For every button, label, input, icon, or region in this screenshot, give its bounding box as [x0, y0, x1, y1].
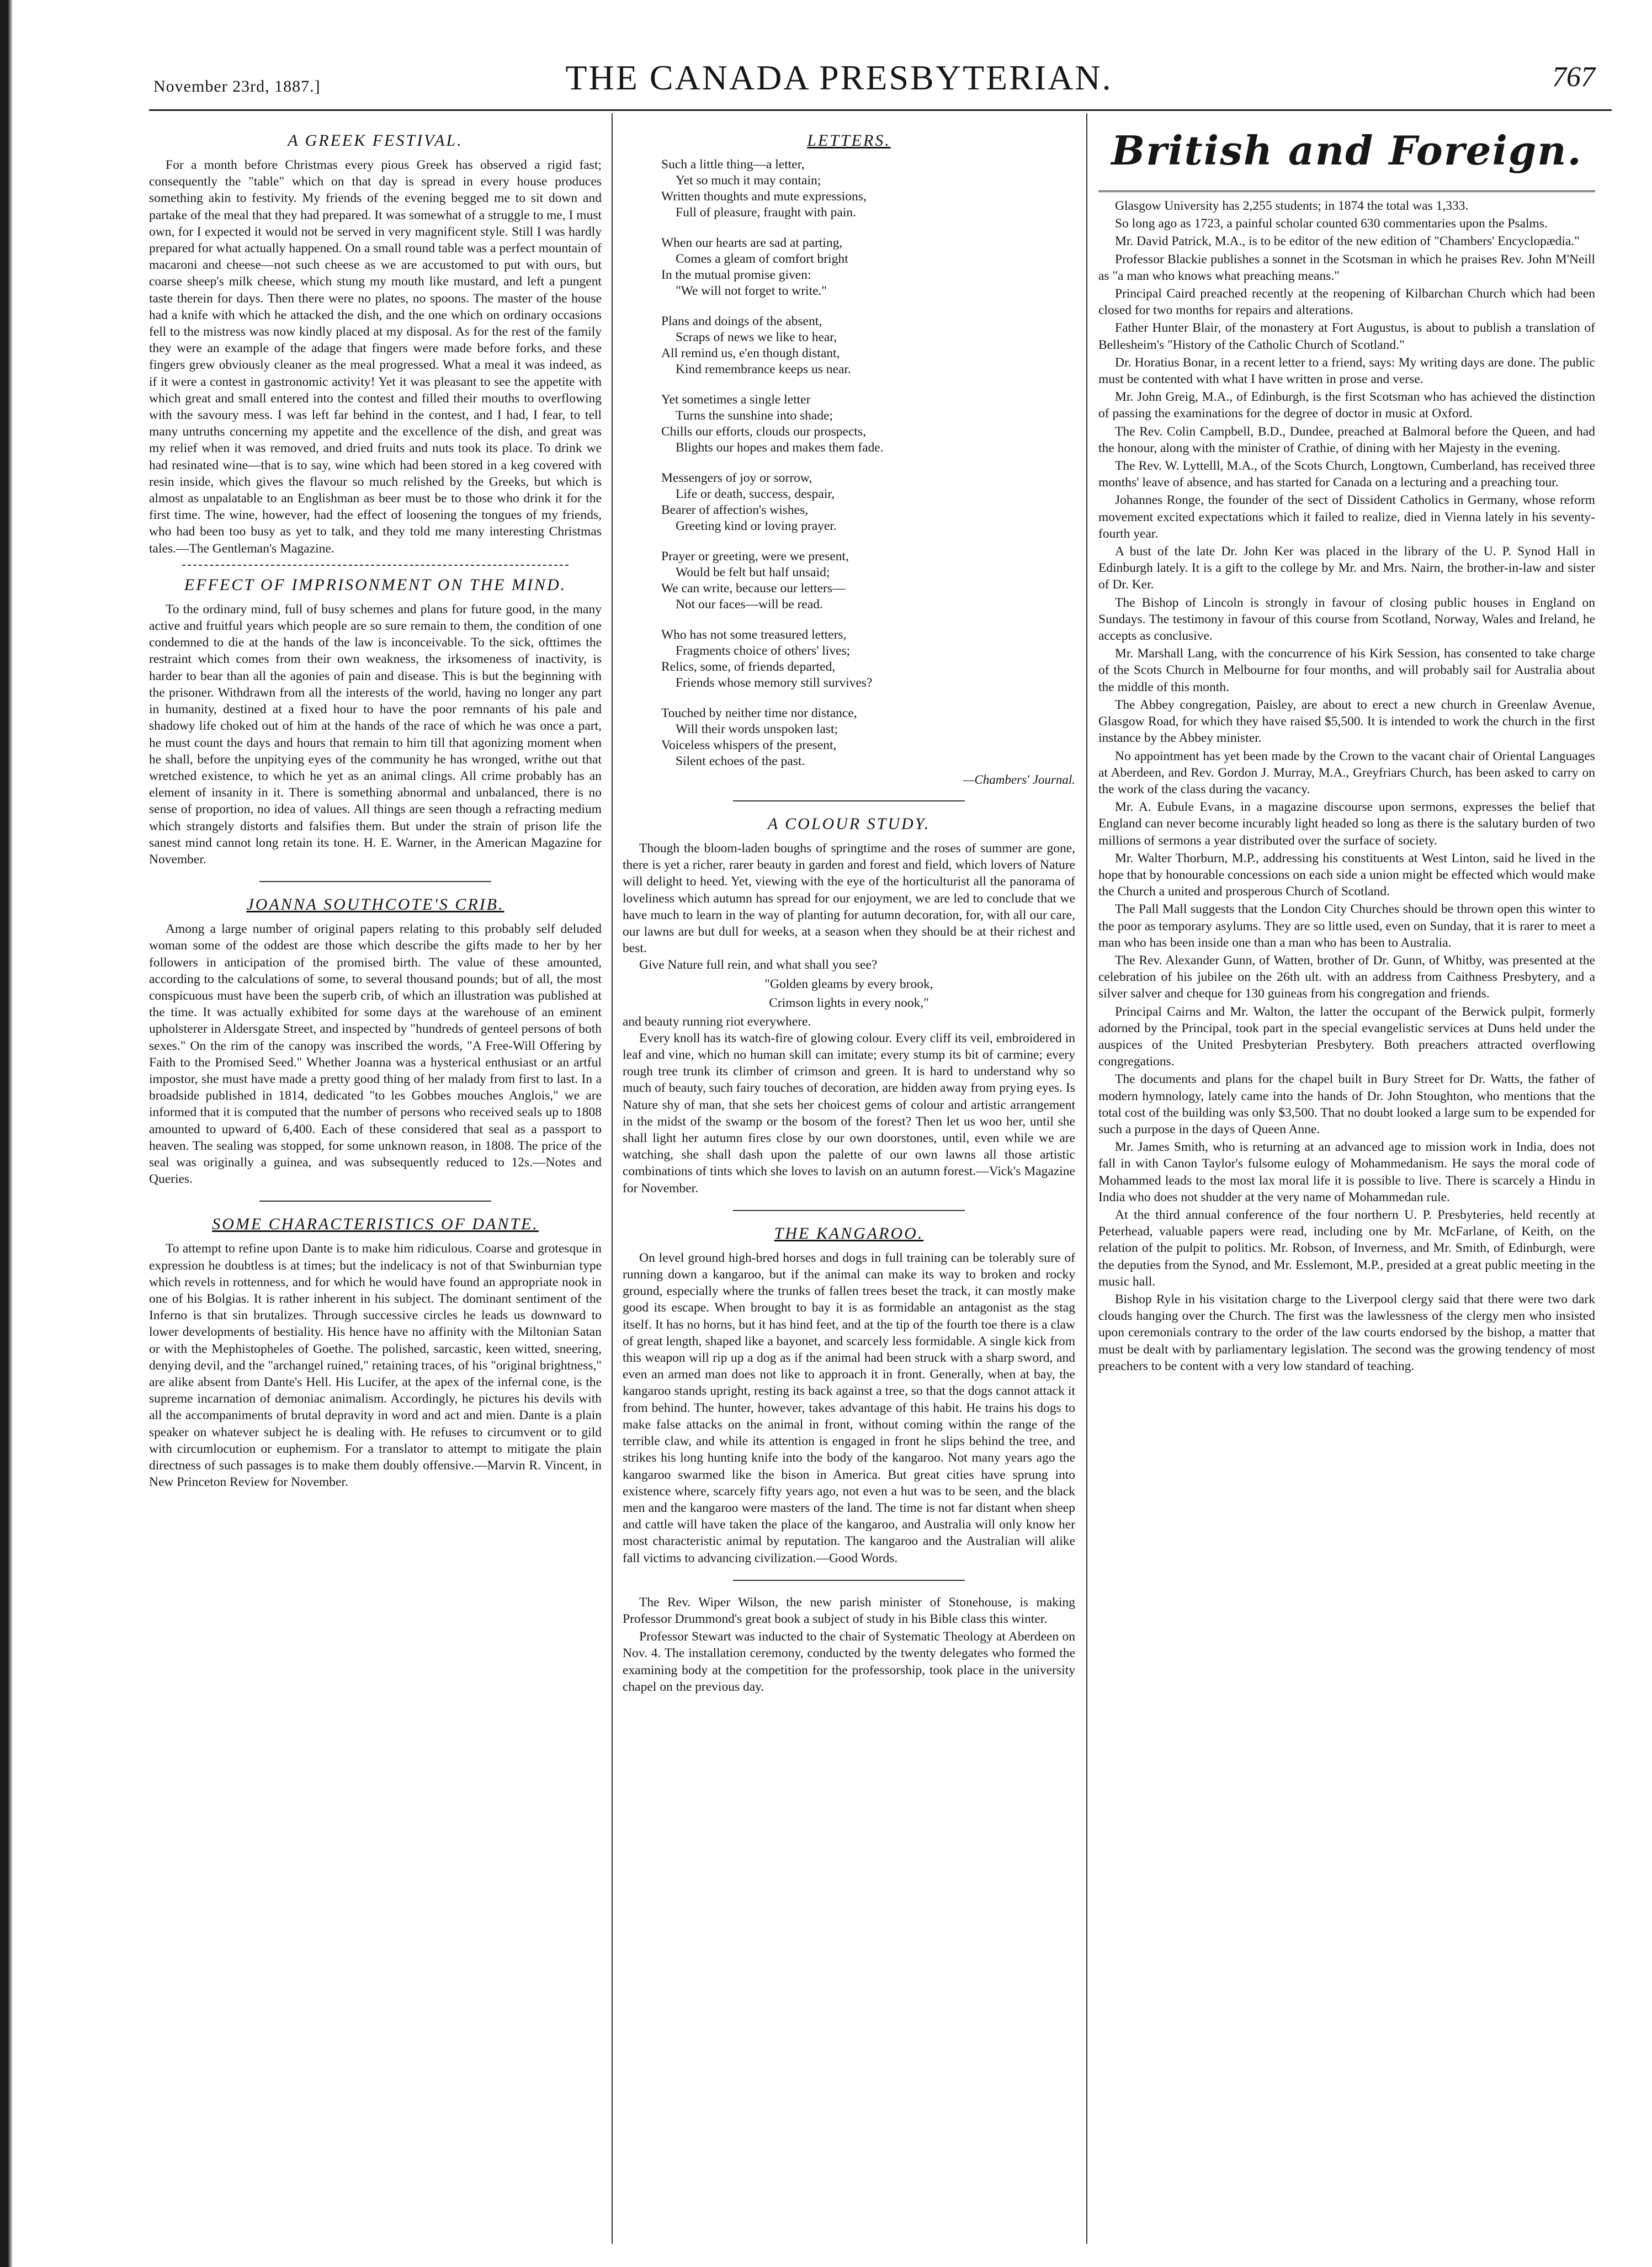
- news-items: [1098, 198, 1595, 1374]
- news-item: Mr. A. Eubule Evans, in a magazine discourse upon sermons, expresses the belief that England can never become incurably light headed so long as there is the salutary burden of two millions of sermons a year distributed over the surface of society.: [1098, 800, 1595, 848]
- article-source: —Chambers' Journal.: [963, 773, 1075, 787]
- article-title: SOME CHARACTERISTICS OF DANTE.: [212, 1215, 539, 1234]
- news-item: Professor Blackie publishes a sonnet in the Scotsman in which he praises Rev. John M'Neill as "a man who knows what preaching means.": [1098, 252, 1595, 283]
- poem-line: Written thoughts and mute expressions,: [661, 189, 867, 204]
- article-body: For a month before Christmas every pious Greek has observed a rigid fast; consequently the "table" which on that day is spread in every house produces something akin to festivity. My friends of the evening begged me to sit down and partake of the meal that they had prepared. It was somewhat of a struggle to me, I must own, for I expected it would not be served in very magnificent style. Still I was hardly prepared for what actually happened. On a small round table was a perfect mountain of macaroni and cheese—not such cheese as we are accustomed to put with ours, but coarse sheep's milk cheese, which stung my mouth like mustard, and left a pungent taste therein for days. Then there were no plates, no spoons. The master of the house had a knife with which he attacked the dish, and the one which on ordinary occasions fell to the mistress was now kindly placed at my disposal. As for the rest of the family they were an example of the adage that fingers were made before forks, and these fingers grew obviously cleaner as the meal progressed. What a meal it was indeed, as if it were a contest in gastronomic activity! Yet it was pleasant to see the appetite with which great and small entered into the contest and filled their mouths to overflowing with the savoury mess. I was left far behind in the contest, and I had, I fear, to tell many untruths concerning my appetite and the excellence of the dish, and great was my relief when it was removed, and dried fruits and nuts took its place. To drink we had resinated wine—that is to say, wine which had been stored in a keg covered with resin inside, which gives the flavour so much relished by the Greeks, but which is almost as unpalatable to an Englishman as beer must be to those who drink it for the first time. The wine, however, had the effect of loosening the tongues of my friends, who had been too busy as yet to talk, and they told me many interesting Christmas tales.—The Gentleman's Magazine.: [149, 158, 602, 556]
- stanza: [661, 157, 1075, 221]
- poem-line: When our hearts are sad at parting,: [661, 236, 843, 250]
- poem-line: Silent echoes of the past.: [676, 754, 805, 768]
- news-item: The Abbey congregation, Paisley, are about to erect a new church in Greenlaw Avenue, Glasgow Road, for which they have raised $5,500. It is intended to work the church in the first instance by the Abbey minister.: [1098, 697, 1595, 746]
- news-item: Principal Caird preached recently at the reopening of Kilbarchan Church which had been closed for two months for repairs and alterations.: [1098, 286, 1595, 318]
- news-item: The documents and plans for the chapel built in Bury Street for Dr. Watts, the father of modern hymnology, lately came into the hands of Dr. John Stoughton, who mentions that the total cost of the building was only $3,500. That no doubt looked a large sum to be expended for such a purpose in the days of Queen Anne.: [1098, 1072, 1595, 1137]
- poem-line: Messengers of joy or sorrow,: [661, 471, 812, 485]
- issue-date: November 23rd, 1887.]: [153, 77, 321, 95]
- masthead-rule: [149, 109, 1612, 111]
- article-title: LETTERS.: [807, 131, 891, 150]
- section-heading: British and Foreign.: [1111, 127, 1582, 174]
- poem-line: We can write, because our letters—: [661, 581, 846, 596]
- section-divider: [259, 881, 491, 882]
- news-item: Glasgow University has 2,255 students; in 1874 the total was 1,333.: [1115, 199, 1469, 213]
- article-title: EFFECT OF IMPRISONMENT ON THE MIND.: [184, 575, 567, 594]
- article-body: To attempt to refine upon Dante is to make him ridiculous. Coarse and grotesque in expression he doubtless is at times; but the indelicacy is not of that Swinburnian type which revels in rottenness, and for which he would have found an appropriate nook in one of his Bolgias. It is rather inherent in his subject. The dominant sentiment of the Inferno is that sin brutalizes. Through successive circles he leads us downward to lower developments of bestiality. His hence have no affinity with the Miltonian Satan or with the Mephistopheles of Goethe. The polished, sarcastic, keen witted, sneering, denying devil, and the "archangel ruined," retaining traces, of his "original brightness," are alike absent from Dante's Hell. His Lucifer, at the apex of the infernal cone, is the supreme incarnation of demoniac animalism. Accordingly, he pictures his devils with all the accompaniments of brutal depravity in word and act and mien. Dante is a plain speaker on whatever subject he is dealing with. He refuses to circumvent or to gild with circumlocution or euphemism. For a translator to attempt to mitigate the plain directness of such passages is to make them doubly offensive.—Marvin R. Vincent, in New Princeton Review for November.: [149, 1241, 602, 1490]
- news-item: The Pall Mall suggests that the London City Churches should be thrown open this winter to the poor as temporary asylums. They are so little used, even on Sunday, that it is rarer to meet a man who has been inside one than a man who has been to Australia.: [1098, 902, 1595, 950]
- poem-line: Yet so much it may contain;: [676, 173, 821, 188]
- news-item: The Rev. Alexander Gunn, of Watten, brother of Dr. Gunn, of Whitby, was presented at the celebration of his jubilee on the 26th ult. with an address from Caithness Presbytery, and a silver salver and cheque for 130 guineas from his congregation and friends.: [1098, 953, 1595, 1001]
- poem-line: Fragments choice of others' lives;: [676, 644, 851, 658]
- news-item: Professor Stewart was inducted to the chair of Systematic Theology at Aberdeen on Nov. 4. The installation ceremony, conducted by the twenty delegates who formed the examining body at the competition for the professorship, took place in the university chapel on the previous day.: [623, 1629, 1075, 1694]
- poem-line: Chills our efforts, clouds our prospects,: [661, 424, 866, 439]
- poem-line: Plans and doings of the absent,: [661, 314, 822, 328]
- newspaper-title: THE CANADA PRESBYTERIAN.: [565, 58, 1113, 97]
- stanza: [661, 705, 1075, 769]
- article-body: Though the bloom-laden boughs of springtime and the roses of summer are gone, there is yet a richer, rarer beauty in garden and forest and field, which lovers of Nature will delight to heed. Yet, viewing with the eye of the horticulturist all the panorama of loveliness which autumn has spread for our enjoyment, we are led to conclude that we have much to learn in the way of planting for autumn decoration, for, with all our care, our lawns are but dull for weeks, at a season when they should be at their richest and best.: [623, 841, 1075, 956]
- quoted-verse: "Golden gleams by every brook,: [764, 976, 933, 991]
- poem-line: Prayer or greeting, were we present,: [661, 549, 849, 564]
- news-item: So long ago as 1723, a painful scholar counted 630 commentaries upon the Psalms.: [1115, 216, 1548, 231]
- news-item: A bust of the late Dr. John Ker was placed in the library of the U. P. Synod Hall in Edinburgh lately. It is a gift to the college by Mr. and Mrs. Nairn, the brother-in-law and sister of Dr. Ker.: [1098, 544, 1595, 592]
- article-body: Among a large number of original papers relating to this probably self deluded woman some of the oddest are those which describe the gifts made to her by her followers in anticipation of the promised birth. The value of these amounted, according to the calculations of some, to several thousand pounds; but of all, the most conspicuous must have been the superb crib, of which an illustration was published at the time. It was actually exhibited for some days at the warehouse of an eminent upholsterer in Aldersgate Street, and inspected by "hundreds of genteel persons of both sexes." On the rim of the canopy was inscribed the words, "A Free-Will Offering by Faith to the Promised Seed." Whether Joanna was a hysterical enthusiast or an artful impostor, she must have made a pretty good thing of her malady from first to last. In a broadside published in 1814, dedicated "to les Gobbes mouches Anglois," we are informed that it is computed that the number of persons who received seals up to 1808 amounted to upward of 6,400. Each of these considered that seal as a passport to heaven. The sealing was stopped, for some unknown reason, in 1808. The price of the seal was originally a guinea, and was subsequently reduced to 12s.—Notes and Queries.: [149, 922, 602, 1187]
- news-item: Mr. John Greig, M.A., of Edinburgh, is the first Scotsman who has achieved the distinction of passing the examinations for the degree of doctor in music at Oxford.: [1098, 390, 1595, 421]
- column-divider: [1086, 113, 1087, 2244]
- news-item: Mr. David Patrick, M.A., is to be editor of the new edition of "Chambers' Encyclopædia.": [1115, 234, 1580, 249]
- poem-line: Turns the sunshine into shade;: [676, 408, 833, 423]
- news-item: The Rev. Colin Campbell, B.D., Dundee, preached at Balmoral before the Queen, and had the honour, along with the minister of Crathie, of dining with her Majesty in the evening.: [1098, 424, 1595, 455]
- poem-line: All remind us, e'en though distant,: [661, 346, 840, 360]
- article-body: and beauty running riot everywhere.: [623, 1014, 811, 1029]
- news-item: Mr. Walter Thorburn, M.P., addressing his constituents at West Linton, said he lived in the hope that by honourable concessions on each side a union might be effected which would make the Church a united and prosperous Church of Scotland.: [1098, 851, 1595, 899]
- news-item: Father Hunter Blair, of the monastery at Fort Augustus, is about to publish a translation of Bellesheim's "History of the Catholic Church of Scotland.": [1098, 321, 1595, 352]
- poem-line: Blights our hopes and makes them fade.: [676, 440, 884, 455]
- scan-edge: [0, 0, 12, 2267]
- section-divider: [182, 565, 569, 566]
- news-item: The Rev. Wiper Wilson, the new parish minister of Stonehouse, is making Professor Drummond's great book a subject of study in his Bible class this winter.: [623, 1595, 1075, 1626]
- poem-letters: [661, 157, 1075, 769]
- poem-line: Who has not some treasured letters,: [661, 628, 847, 642]
- column-1: [149, 121, 602, 2241]
- news-item: The Rev. W. Lyttelll, M.A., of the Scots Church, Longtown, Cumberland, has received three months' leave of absence, and has started for Canada on a lecturing and a preaching tour.: [1098, 459, 1595, 490]
- poem-line: Touched by neither time nor distance,: [661, 706, 857, 720]
- poem-line: Comes a gleam of comfort bright: [676, 252, 848, 266]
- poem-line: Yet sometimes a single letter: [661, 392, 811, 407]
- column-3: [1098, 121, 1595, 2241]
- news-item: The Bishop of Lincoln is strongly in favour of closing public houses in England on Sundays. The testimony in favour of this course from Scotland, Norway, Wales and Ireland, he accepts as conclusive.: [1098, 595, 1595, 644]
- article-title: A COLOUR STUDY.: [767, 815, 931, 833]
- poem-line: Voiceless whispers of the present,: [661, 738, 837, 752]
- poem-line: In the mutual promise given:: [661, 268, 811, 282]
- page-number: 767: [1552, 61, 1595, 93]
- news-item: No appointment has yet been made by the Crown to the vacant chair of Oriental Languages at Aberdeen, and Rev. Gordon J. Murray, M.A., Greyfriars Church, has been asked to carry on the work of the class during the vacancy.: [1098, 748, 1595, 797]
- poem-line: Friends whose memory still survives?: [676, 676, 873, 690]
- section-divider: [1098, 190, 1595, 192]
- poem-line: Scraps of news we like to hear,: [676, 330, 837, 344]
- stanza: [661, 314, 1075, 378]
- news-item: Mr. James Smith, who is returning at an advanced age to mission work in India, does not fall in with Canon Taylor's fulsome eulogy of Mohammedanism. He says the moral code of Mohammed leads to the most lax moral life it is possible to live. There is scarcely a Hindu in India who does not shudder at the very name of Mohammedan rule.: [1098, 1140, 1595, 1204]
- article-body: Give Nature full rein, and what shall you see?: [639, 958, 878, 973]
- section-divider: [733, 800, 965, 801]
- poem-line: Not our faces—will be read.: [676, 597, 823, 612]
- poem-line: Kind remembrance keeps us near.: [676, 362, 851, 376]
- poem-line: Relics, some, of friends departed,: [661, 660, 836, 674]
- stanza: [661, 470, 1075, 534]
- stanza: [661, 549, 1075, 613]
- poem-line: Such a little thing—a letter,: [661, 157, 805, 172]
- article-title: JOANNA SOUTHCOTE'S CRIB.: [246, 895, 504, 914]
- quoted-verse: Crimson lights in every nook,": [769, 995, 929, 1010]
- article-body: Every knoll has its watch-fire of glowing colour. Every cliff its veil, embroidered in leaf and vine, which no human skill can imitate; every stump its bit of carmine; every rough tree trunk its climber of crimson and green. It is hard to understand why so much of beauty, such fairy touches of decoration, are hidden away from prying eyes. Is Nature shy of man, that she sets her choicest gems of colour and artistic arrangement in the midst of the swamp or the bosom of the forest? Then let us woo her, until she shall light her autumn fires close by our own doorstones, until, even while we are watching, she shall dash upon the palette of our own lawns all those artistic combinations of tints which she loves to lavish on an autumn forest.—Vick's Magazine for November.: [623, 1031, 1075, 1196]
- section-divider: [733, 1210, 965, 1211]
- article-title: A GREEK FESTIVAL.: [288, 131, 463, 150]
- poem-line: Bearer of affection's wishes,: [661, 503, 809, 517]
- column-divider: [612, 113, 613, 2244]
- article-body: On level ground high-bred horses and dogs in full training can be tolerably sure of running down a kangaroo, but if the animal can make its way to broken and rocky ground, especially where the trunks of fallen trees beset the track, it can mostly make good its escape. When brought to bay it is as formidable an antagonist as the stag itself. It has no horns, but it has hind feet, and at the tip of the fourth toe there is a claw of great length, shaped like a bayonet, and scarcely less formidable. A single kick from this weapon will rip up a dog as if the animal had been struck with a sharp sword, and even an armed man does not like to approach it in front. Generally, when at bay, the kangaroo stands upright, resting its back against a tree, so that the dogs cannot attack it from behind. The hunter, however, takes advantage of this habit. He trains his dogs to make false attacks on the animal in front, without coming within the range of the terrible claw, and while its attention is engaged in front he slips behind the tree, and strikes his long hunting knife into the body of the kangaroo. Not many years ago the kangaroo swarmed like the bison in America. But great cities have sprung into existence where, scarcely fifty years ago, not even a hut was to be seen, and the black men and the kangaroo were masters of the land. The time is not far distant when sheep and cattle will have taken the place of the kangaroo, and Australia will only know her most characteristic animal by reputation. The kangaroo and the Australian will alike fall victims to advancing civilization.—Good Words.: [623, 1250, 1075, 1565]
- news-item: At the third annual conference of the four northern U. P. Presbyteries, held recently at Peterhead, valuable papers were read, including one by Mr. McFarlane, of Keith, on the relation of the pulpit to politics. Mr. Robson, of Inverness, and Mr. Smith, of Edinburgh, were the deputies from the Synod, and Mr. Esslemont, M.P., presided at a great public meeting in the music hall.: [1098, 1207, 1595, 1289]
- section-divider: [733, 1580, 965, 1581]
- stanza: [661, 627, 1075, 691]
- article-body: To the ordinary mind, full of busy schemes and plans for future good, in the many active and fruitful years which people are so sure remain to them, the condition of one condemned to die at the hands of the law is inconceivable. To the sick, ofttimes the restraint which comes from their own weakness, the irksomeness of inactivity, is harder to bear than all the agonies of pain and disease. This is but the beginning with the prisoner. Withdrawn from all the interests of the world, having no longer any part in humanity, destined at a fixed hour to have the poor remnants of his pale and shadowy life choked out of him at the hands of the race of which he was once a part, he must count the days and hours that remain to him till that agonizing moment when he shall, before the unpitying eyes of the community he has wronged, writhe out that wretched existence, to which he yet as an animal clings. All crime probably has an element of insanity in it. There is something abnormal and unbalanced, there is no sense of proportion, no idea of values. All things are seen though a refracting medium which strangely distorts and falsifies them. But under the strain of prison life the sanest mind cannot long retain its tone. H. E. Warner, in the American Magazine for November.: [149, 602, 602, 867]
- poem-line: "We will not forget to write.": [676, 284, 827, 298]
- poem-line: Greeting kind or loving prayer.: [676, 519, 837, 533]
- stanza: [661, 392, 1075, 456]
- column-2: [623, 121, 1075, 2241]
- poem-line: Life or death, success, despair,: [676, 487, 835, 501]
- news-item: Mr. Marshall Lang, with the concurrence of his Kirk Session, has consented to take charge of the Scots Church in Melbourne for four months, and will probably sail for Australia about the middle of this month.: [1098, 646, 1595, 694]
- poem-line: Full of pleasure, fraught with pain.: [676, 205, 856, 220]
- news-item: Principal Cairns and Mr. Walton, the latter the occupant of the Berwick pulpit, formerly adorned by the Principal, took part in the special evangelistic services at Duns held under the auspices of the United Presbyterian Presbytery. Both preachers attracted overflowing congregations.: [1098, 1004, 1595, 1069]
- masthead: [66, 55, 1612, 105]
- news-item: Dr. Horatius Bonar, in a recent letter to a friend, says: My writing days are done. The public must be contented with what I have written in prose and verse.: [1098, 355, 1595, 387]
- article-title: THE KANGAROO.: [774, 1224, 924, 1243]
- poem-line: Would be felt but half unsaid;: [676, 565, 830, 580]
- poem-line: Will their words unspoken last;: [676, 722, 838, 736]
- section-divider: [259, 1201, 491, 1202]
- news-item: Johannes Ronge, the founder of the sect of Dissident Catholics in Germany, whose reform movement excited expectations which it failed to realize, died in Vienna lately in his seventy-fourth year.: [1098, 493, 1595, 541]
- stanza: [661, 235, 1075, 299]
- news-item: Bishop Ryle in his visitation charge to the Liverpool clergy said that there were two dark clouds hanging over the Church. The first was the lawlessness of the clergy men who insisted upon ceremonials contrary to the order of the law courts endorsed by the bishop, a matter that must be dealt with by parliamentary legislation. The second was the growing tendency of most preachers to be content with a very low standard of teaching.: [1098, 1292, 1595, 1373]
